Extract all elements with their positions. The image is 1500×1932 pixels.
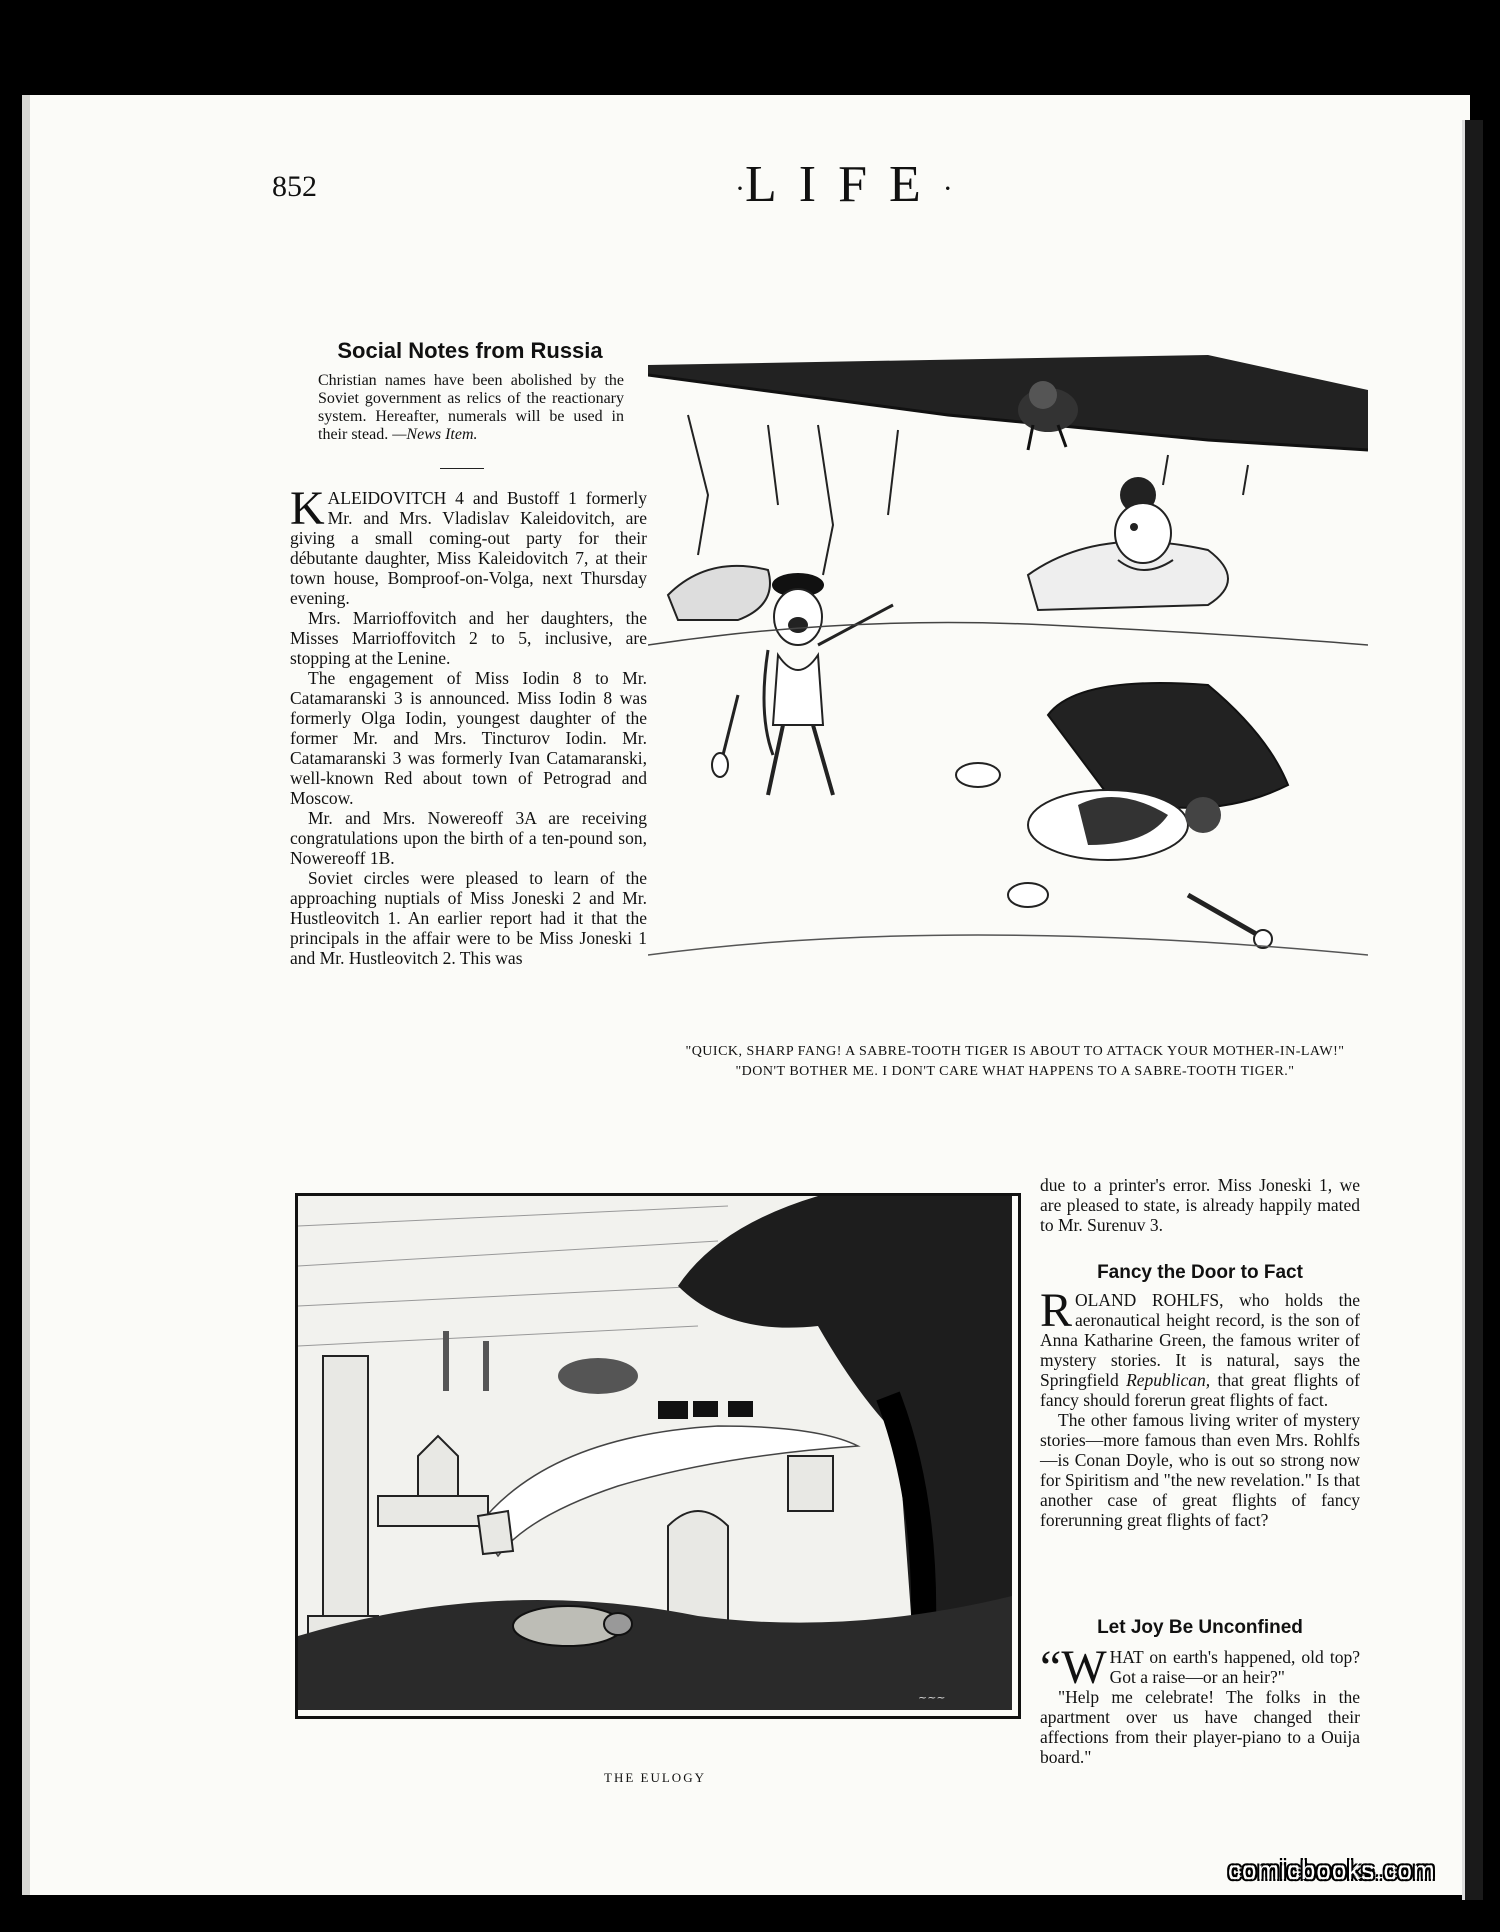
cemetery-illustration bbox=[298, 1196, 1012, 1710]
paragraph: Mr. and Mrs. Nowereoff 3A are receiving congratulations upon the birth of a ten-pound son, Nowereoff 1B. bbox=[290, 808, 647, 868]
article-title-fancy: Fancy the Door to Fact bbox=[1097, 1262, 1303, 1283]
cartoon-title: THE EULOGY bbox=[604, 1770, 706, 1785]
funeral-procession bbox=[658, 1401, 753, 1419]
cartoon-caption bbox=[680, 1042, 1350, 1082]
epigraph-source: —News Item. bbox=[392, 426, 478, 443]
epigraph bbox=[318, 372, 624, 444]
bone bbox=[1188, 895, 1272, 948]
epigraph-text: Christian names have been abolished by the Soviet government as relics of the reactionary system. Hereafter, numerals will be used in their stead. bbox=[318, 372, 624, 443]
drop-cap: R bbox=[1040, 1284, 1073, 1337]
paragraph: due to a printer's error. Miss Joneski 1, we are pleased to state, is already happily mated to Mr. Surenuv 3. bbox=[1040, 1175, 1360, 1235]
cartoon-cave-illustration bbox=[648, 355, 1368, 1010]
article-body-social-notes bbox=[290, 482, 647, 968]
article-body-fancy bbox=[1040, 1284, 1360, 1530]
paragraph: “W HAT on earth's happened, old top? Got a raise—or an heir?" bbox=[1040, 1641, 1360, 1694]
page-number: 852 bbox=[272, 170, 317, 203]
facing-page-edge bbox=[1462, 120, 1483, 1900]
masthead bbox=[735, 155, 953, 214]
article-title-social-notes: Social Notes from Russia bbox=[337, 338, 603, 363]
paragraph: The engagement of Miss Iodin 8 to Mr. Catamaranski 3 is announced. Miss Iodin 8 was formerly Olga Iodin, youngest daughter of the former Mr. and Mrs. Tincturov Iodin. Mr. Catamaranski 3 was formerly Ivan Catamaranski, well-known Red about town of Petrograd and Moscow. bbox=[290, 668, 647, 808]
article-title-joy: Let Joy Be Unconfined bbox=[1097, 1617, 1303, 1638]
paragraph: Mrs. Marrioffovitch and her daughters, the Misses Marrioffovitch 2 to 5, inclusive, are stopping at the Lenine. bbox=[290, 608, 647, 668]
artist-signature: ~~~ bbox=[918, 1691, 946, 1704]
drop-cap: K bbox=[290, 482, 325, 535]
masthead-dot-right: · bbox=[942, 172, 953, 206]
paragraph: "Help me celebrate! The folks in the apartment over us have changed their affections from their player-piano to a Ouija board." bbox=[1040, 1687, 1360, 1767]
paragraph: KALEIDOVITCH 4 and Bustoff 1 formerly Mr. and Mrs. Vladislav Kaleidovitch, are giving a small coming-out party for their débutante daughter, Miss Kaleidovitch 7, at their town house, Bomproof-on-Volga, next Thursday evening. bbox=[290, 482, 647, 608]
caption-line-1: "QUICK, SHARP FANG! A SABRE-TOOTH TIGER IS ABOUT TO ATTACK YOUR MOTHER-IN-LAW!" bbox=[685, 1044, 1345, 1059]
article-body-joy bbox=[1040, 1641, 1360, 1767]
section-rule bbox=[440, 468, 484, 469]
paragraph: Soviet circles were pleased to learn of the approaching nuptials of Miss Joneski 2 and Mr. Hustleovitch 1. An earlier report had it that the principals in the affair were to be Miss Joneski 1 and Mr. Hustleovitch 2. This was bbox=[290, 868, 647, 968]
masthead-dot-left: · bbox=[735, 172, 745, 206]
caption-line-2: "DON'T BOTHER ME. I DON'T CARE WHAT HAPPENS TO A SABRE-TOOTH TIGER." bbox=[735, 1064, 1295, 1079]
paragraph: ROLAND ROHLFS, who holds the aeronautical height record, is the son of Anna Katharine Green, the famous writer of mystery stories. It is natural, says the Springfield Republican, that great flights of fancy should forerun great flights of fact. bbox=[1040, 1284, 1360, 1410]
cartoon-eulogy-frame bbox=[295, 1193, 1021, 1719]
paragraph: The other famous living writer of mystery stories—more famous than even Mrs. Rohlfs—is Conan Doyle, who is out so strong now for Spiritism and "the new revelation." Is that another case of great flights of fancy forerunning great flights of fact? bbox=[1040, 1410, 1360, 1530]
drop-cap: “W bbox=[1040, 1641, 1107, 1694]
masthead-title: LIFE bbox=[745, 156, 943, 213]
site-watermark: comicbooks.com bbox=[1228, 1855, 1436, 1885]
article-continuation bbox=[1040, 1175, 1360, 1235]
